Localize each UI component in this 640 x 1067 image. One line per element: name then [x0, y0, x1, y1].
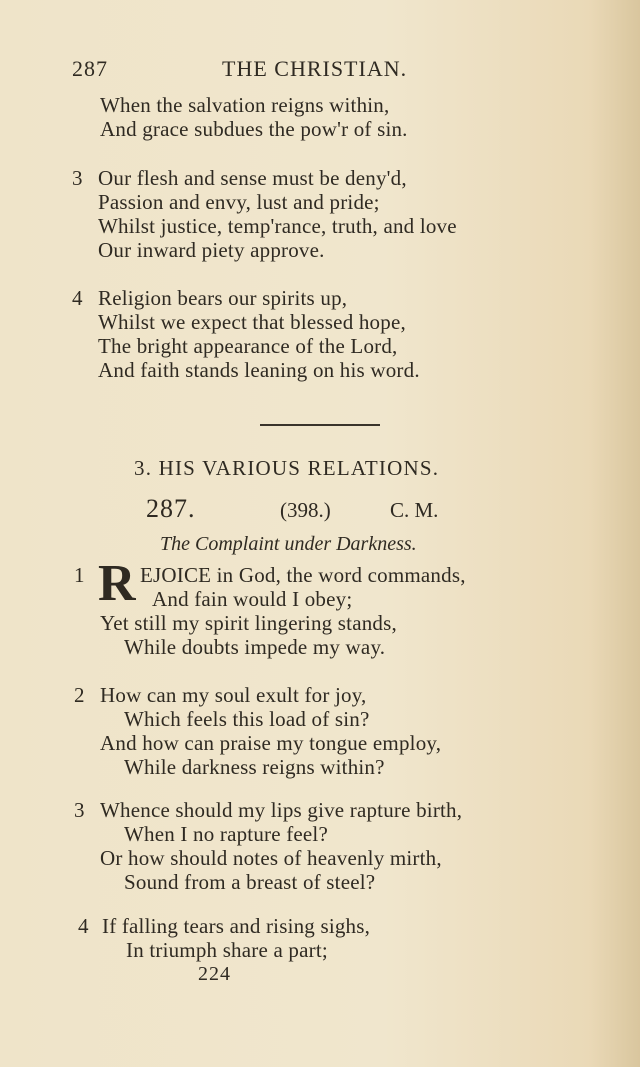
verse-line: Whilst justice, temp'rance, truth, and love: [98, 214, 457, 238]
verse-line: EJOICE in God, the word commands,: [140, 563, 466, 587]
stanza-number: 4: [72, 286, 83, 310]
hymn-title: The Complaint under Darkness.: [160, 533, 417, 555]
verse-line: Which feels this load of sin?: [124, 707, 370, 731]
stanza-number: 3: [74, 798, 85, 822]
verse-line: While darkness reigns within?: [124, 755, 385, 779]
section-heading: 3. HIS VARIOUS RELATIONS.: [134, 456, 440, 480]
drop-cap: R: [98, 555, 136, 612]
verse-line: Passion and envy, lust and pride;: [98, 190, 380, 214]
verse-line: Sound from a breast of steel?: [124, 870, 376, 894]
verse-line: The bright appearance of the Lord,: [98, 334, 398, 358]
verse-line: Whilst we expect that blessed hope,: [98, 310, 406, 334]
hymn-meter: C. M.: [390, 498, 439, 522]
verse-line: And fain would I obey;: [152, 587, 353, 611]
verse-line: In triumph share a part;: [126, 938, 328, 962]
hymn-number: 287.: [146, 494, 196, 523]
verse-line: Religion bears our spirits up,: [98, 286, 348, 310]
verse-line: When I no rapture feel?: [124, 822, 328, 846]
verse-line: How can my soul exult for joy,: [100, 683, 367, 707]
stanza-number: 1: [74, 563, 85, 587]
verse-line: And how can praise my tongue employ,: [100, 731, 442, 755]
verse-line: If falling tears and rising sighs,: [102, 914, 371, 938]
stanza-number: 4: [78, 914, 89, 938]
hymn-reference: (398.): [280, 498, 331, 522]
page-number: 287: [72, 56, 108, 81]
verse-line: Our inward piety approve.: [98, 238, 325, 262]
signature-mark: 224: [198, 963, 231, 985]
verse-line: Whence should my lips give rapture birth,: [100, 798, 463, 822]
section-divider: [260, 424, 380, 426]
verse-line: Yet still my spirit lingering stands,: [100, 611, 397, 635]
verse-line: Or how should notes of heavenly mirth,: [100, 846, 442, 870]
verse-line: And faith stands leaning on his word.: [98, 358, 420, 382]
stanza-number: 2: [74, 683, 85, 707]
running-title: THE CHRISTIAN.: [222, 56, 408, 81]
verse-line: While doubts impede my way.: [124, 635, 386, 659]
verse-line: Our flesh and sense must be deny'd,: [98, 166, 407, 190]
verse-line: When the salvation reigns within,: [100, 93, 390, 117]
verse-line: And grace subdues the pow'r of sin.: [100, 117, 408, 141]
stanza-number: 3: [72, 166, 83, 190]
